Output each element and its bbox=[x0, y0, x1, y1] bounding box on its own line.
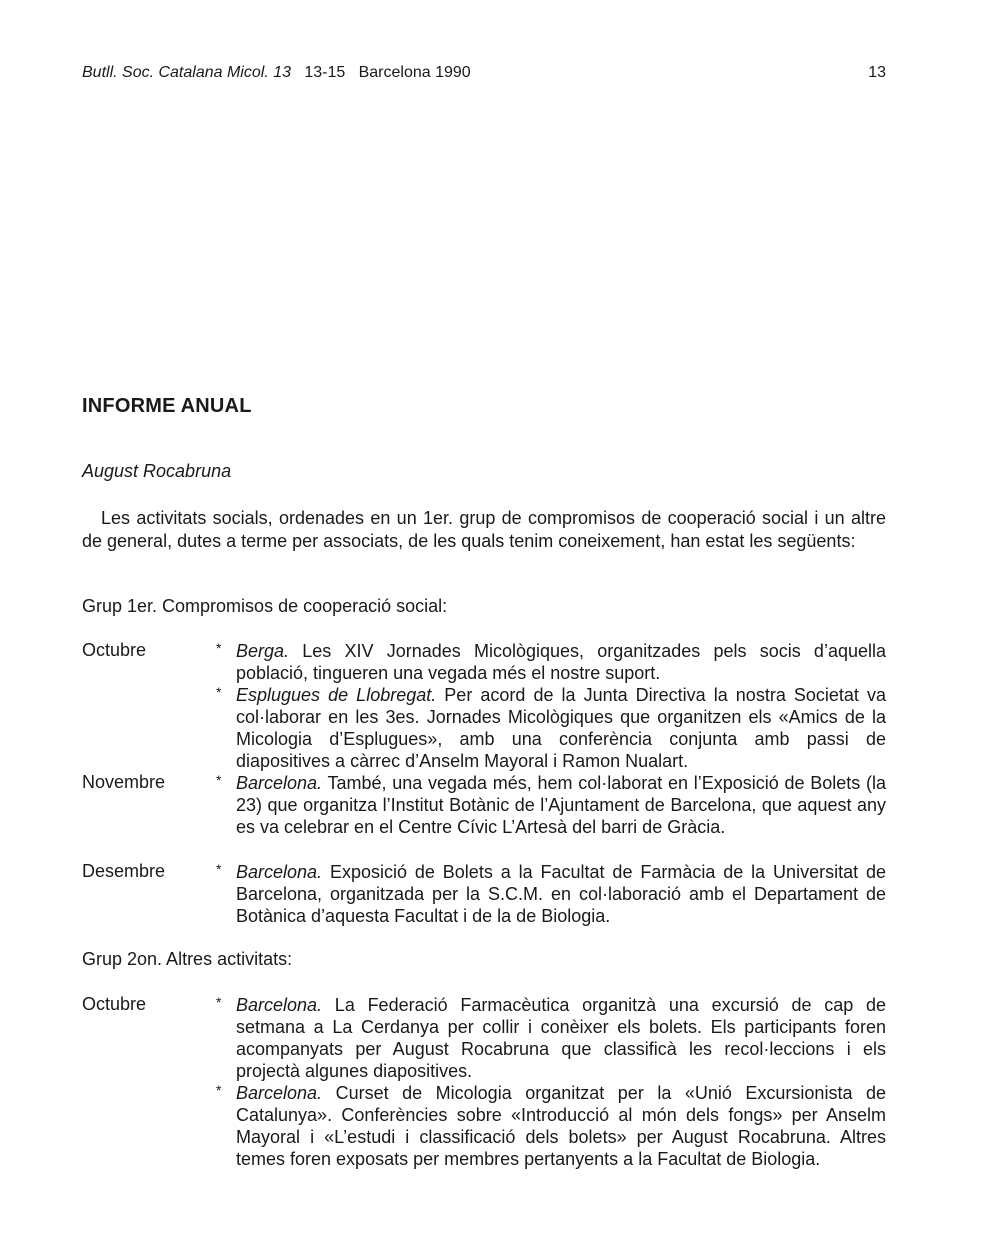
group-2-heading: Grup 2on. Altres activitats: bbox=[82, 949, 293, 969]
city-year: Barcelona 1990 bbox=[358, 64, 471, 81]
article-title: INFORME ANUAL bbox=[82, 395, 252, 417]
activity-entry bbox=[216, 994, 886, 1082]
activity-entry bbox=[216, 1082, 886, 1170]
running-header bbox=[82, 64, 886, 86]
journal-name: Butll. Soc. Catalana Micol. bbox=[82, 64, 269, 81]
bullet-marker: * bbox=[216, 1082, 222, 1098]
bullet-marker: * bbox=[216, 994, 222, 1010]
activity-entry bbox=[216, 861, 886, 927]
month-label: Octubre bbox=[82, 640, 147, 660]
intro-paragraph: Les activitats socials, ordenades en un 1er. grup de compromisos de cooperació social i un altre de general, dutes a terme per associats, de les quals tenim coneixement, han estat les següents: bbox=[82, 508, 886, 551]
entry-place: Barcelona. bbox=[236, 862, 323, 882]
activity-entry bbox=[216, 684, 886, 772]
entry-place: Esplugues de Llobregat. bbox=[236, 685, 437, 705]
entry-place: Barcelona. bbox=[236, 1083, 323, 1103]
bullet-marker: * bbox=[216, 684, 222, 700]
entry-place: Berga. bbox=[236, 641, 290, 661]
entry-text: La Federació Farmacèutica organitzà una excursió de cap de setmana a La Cerdanya per collir i conèixer els bolets. Els participants foren acompanyats per August Rocabruna que classificà les recol·leccions i els projectà algunes diapositives. bbox=[236, 995, 886, 1081]
bullet-marker: * bbox=[216, 640, 222, 656]
entry-text: També, una vegada més, hem col·laborat en l’Exposició de Bolets (la 23) que organitza l’Institut Botànic de l’Ajuntament de Barcelona, que aquest any es va celebrar en el Centre Cívic L’Artesà del barri de Gràcia. bbox=[236, 773, 886, 837]
entry-text: Exposició de Bolets a la Facultat de Farmàcia de la Universitat de Barcelona, organitzada per la S.C.M. en col·laboració amb el Departament de Botànica d’aquesta Facultat i de la de Biologia. bbox=[236, 862, 886, 926]
entry-place: Barcelona. bbox=[236, 773, 323, 793]
group-1-heading: Grup 1er. Compromisos de cooperació social: bbox=[82, 596, 448, 616]
page-range: 13-15 bbox=[304, 64, 346, 81]
entry-text: Curset de Micologia organitzat per la «Unió Excursionista de Catalunya». Conferències sobre «Introducció al món dels fongs» per Anselm Mayoral i «L’estudi i classificació dels bolets» per August Rocabruna. Altres temes foren exposats per membres pertanyents a la Facultat de Biologia. bbox=[236, 1083, 886, 1169]
entry-place: Barcelona. bbox=[236, 995, 323, 1015]
bullet-marker: * bbox=[216, 861, 222, 877]
article-author: August Rocabruna bbox=[82, 461, 232, 481]
activity-entry bbox=[216, 640, 886, 684]
activity-entry bbox=[216, 772, 886, 838]
month-label: Octubre bbox=[82, 994, 147, 1014]
bullet-marker: * bbox=[216, 772, 222, 788]
citation bbox=[82, 64, 471, 82]
entry-text: Les XIV Jornades Micològiques, organitzades pels socis d’aquella població, tingueren una vegada més el nostre suport. bbox=[236, 641, 886, 683]
volume: 13 bbox=[273, 64, 291, 81]
entry-text: Per acord de la Junta Directiva la nostra Societat va col·laborar en les 3es. Jornades Micològiques que organitzen els «Amics de la Micologia d’Esplugues», amb una conferència conjunta amb passi de diapositives a càrrec d’Anselm Mayoral i Ramon Nualart. bbox=[236, 685, 886, 771]
month-label: Novembre bbox=[82, 772, 166, 792]
month-label: Desembre bbox=[82, 861, 166, 881]
page-number: 13 bbox=[868, 64, 886, 81]
